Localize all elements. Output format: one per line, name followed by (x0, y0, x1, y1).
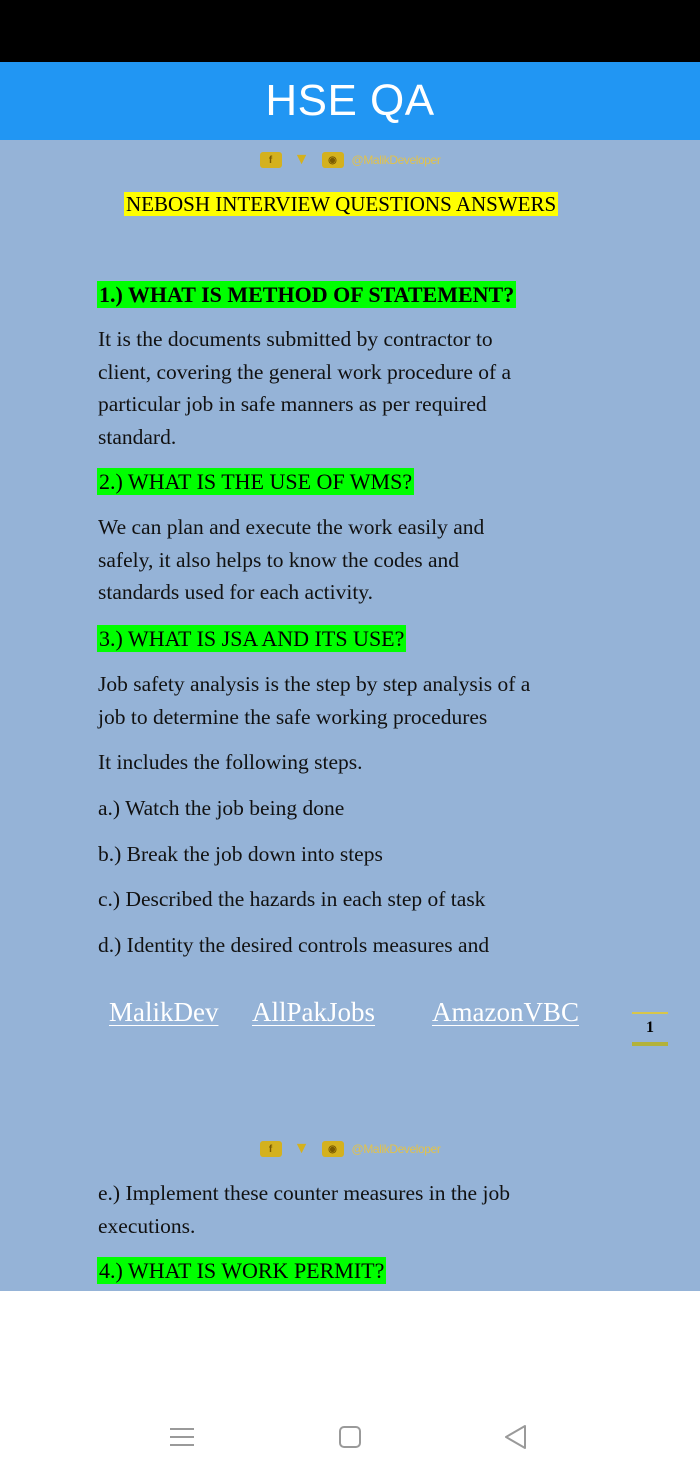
document-viewer[interactable] (0, 140, 700, 1291)
answer-line: job to determine the safe working procedures (98, 704, 488, 729)
answer-line: safely, it also helps to know the codes and (98, 547, 460, 572)
answer-1 (98, 323, 598, 453)
answer-line: particular job in safe manners as per required (98, 392, 487, 416)
document-title: NEBOSH INTERVIEW QUESTIONS ANSWERS (126, 192, 557, 216)
link-allpakjobs[interactable]: AllPakJobs (252, 997, 376, 1027)
link-malikdev[interactable]: MalikDev (109, 997, 219, 1027)
question-4-heading: 4.) WHAT IS WORK PERMIT? (99, 1258, 385, 1283)
question-2-heading: 2.) WHAT IS THE USE OF WMS? (99, 469, 413, 494)
twitter-icon: ▼ (293, 1140, 310, 1157)
answer-line: We can plan and execute the work easily and (98, 515, 485, 539)
question-1-heading: 1.) WHAT IS METHOD OF STATEMENT? (99, 282, 515, 307)
step-a: a.) Watch the job being done (98, 796, 345, 820)
answer-3 (98, 668, 598, 733)
answer-2 (98, 511, 598, 609)
footer-links (0, 997, 700, 1037)
page-number: 1 (632, 1012, 668, 1046)
answer-line: standards used for each activity. (98, 580, 374, 604)
step-e (98, 1177, 598, 1242)
facebook-icon: f (260, 1141, 282, 1157)
instagram-icon: ◉ (322, 1141, 344, 1157)
app-title: HSE QA (265, 76, 435, 125)
home-square-icon[interactable] (336, 1423, 364, 1451)
facebook-icon: f (260, 152, 282, 168)
answer-line: executions. (98, 1213, 196, 1238)
answer-line: It is the documents submitted by contractor to (98, 327, 493, 351)
answer-line: client, covering the general work procedure of a (98, 359, 512, 384)
social-header (0, 148, 700, 172)
step-b: b.) Break the job down into steps (98, 842, 383, 866)
question-3-heading: 3.) WHAT IS JSA AND ITS USE? (99, 626, 405, 651)
status-bar (0, 0, 700, 62)
social-header-page-2 (0, 1137, 700, 1161)
back-triangle-icon[interactable] (502, 1423, 530, 1451)
link-amazonvbc[interactable]: AmazonVBC (432, 997, 579, 1027)
answer-line: Job safety analysis is the step by step analysis of a (98, 672, 531, 696)
step-c: c.) Described the hazards in each step of task (98, 887, 486, 911)
answer-line: e.) Implement these counter measures in the job (98, 1181, 510, 1205)
app-bar (0, 62, 700, 140)
menu-icon[interactable] (168, 1423, 196, 1451)
answer-3-intro: It includes the following steps. (98, 750, 363, 774)
step-d: d.) Identity the desired controls measures and (98, 933, 490, 957)
system-navigation-bar (0, 1391, 700, 1478)
twitter-icon: ▼ (293, 151, 310, 168)
answer-line: standard. (98, 424, 177, 449)
social-handle: @MalikDeveloper (351, 1142, 441, 1156)
instagram-icon: ◉ (322, 152, 344, 168)
social-handle: @MalikDeveloper (351, 153, 441, 167)
